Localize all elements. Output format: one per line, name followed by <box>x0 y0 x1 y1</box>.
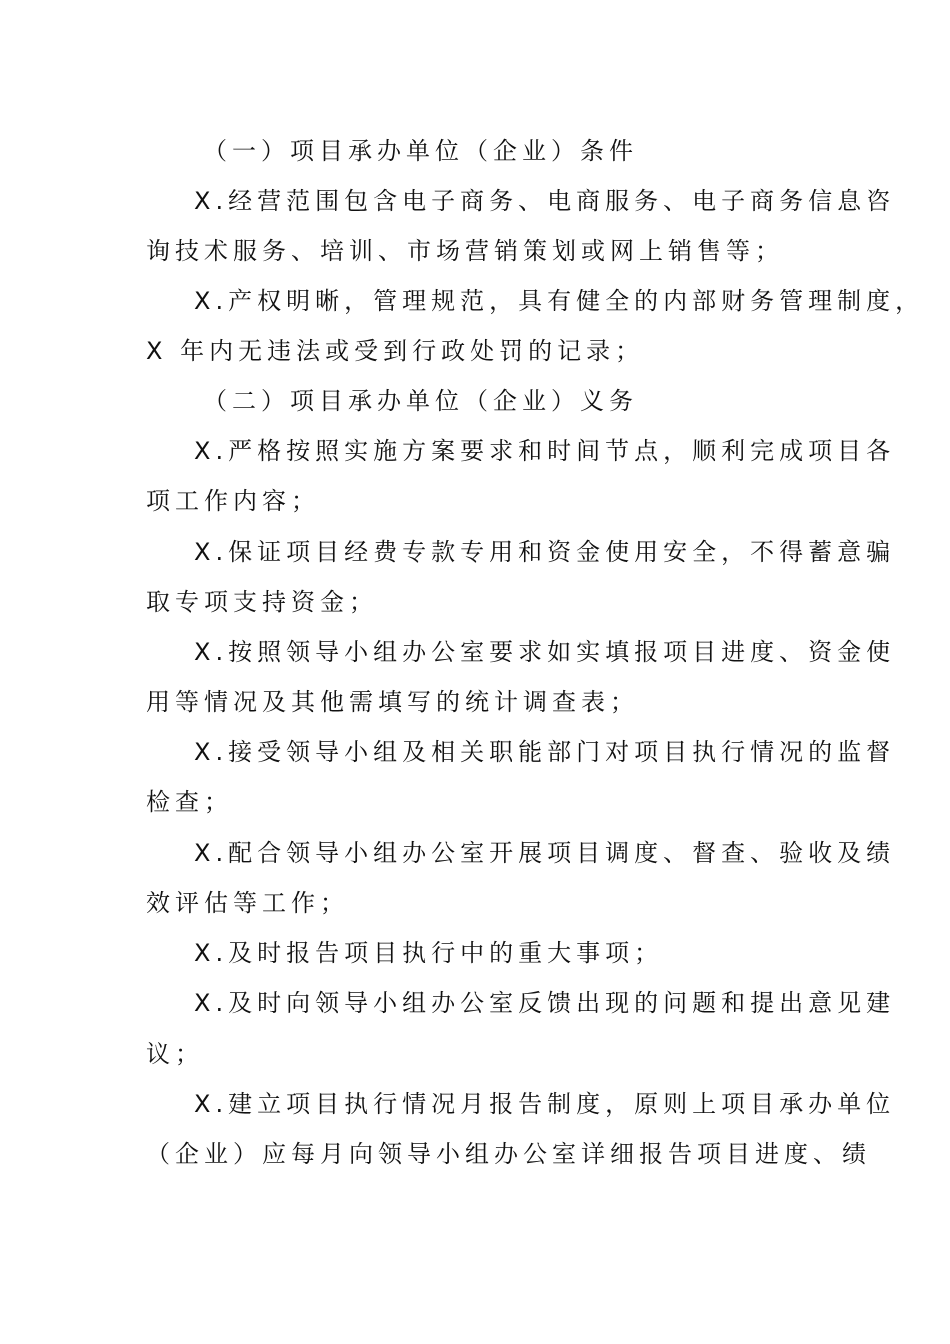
paragraph-line: X.接受领导小组及相关职能部门对项目执行情况的监督 <box>194 738 896 766</box>
paragraph-line: 效评估等工作； <box>146 889 349 917</box>
paragraph-line: 询技术服务、培训、市场营销策划或网上销售等； <box>146 237 784 265</box>
section-heading-conditions: （一）项目承办单位（企业）条件 <box>203 137 638 165</box>
paragraph-line: 检查； <box>146 788 233 816</box>
paragraph-line: X.产权明晰，管理规范，具有健全的内部财务管理制度， <box>194 287 925 315</box>
paragraph-line: X.及时报告项目执行中的重大事项； <box>194 939 664 967</box>
paragraph-line: 项工作内容； <box>146 487 320 515</box>
paragraph-line: X.建立项目执行情况月报告制度，原则上项目承办单位 <box>194 1090 896 1118</box>
paragraph-line: 用等情况及其他需填写的统计调查表； <box>146 688 639 716</box>
paragraph-line: （企业）应每月向领导小组办公室详细报告项目进度、绩 <box>146 1140 871 1168</box>
paragraph-line: X 年内无违法或受到行政处罚的记录； <box>146 337 645 365</box>
section-heading-obligations: （二）项目承办单位（企业）义务 <box>203 387 638 415</box>
paragraph-line: X.保证项目经费专款专用和资金使用安全，不得蓄意骗 <box>194 538 896 566</box>
paragraph-line: X.配合领导小组办公室开展项目调度、督查、验收及绩 <box>194 839 896 867</box>
paragraph-line: X.按照领导小组办公室要求如实填报项目进度、资金使 <box>194 638 896 666</box>
paragraph-line: 议； <box>146 1040 204 1068</box>
paragraph-line: X.及时向领导小组办公室反馈出现的问题和提出意见建 <box>194 989 896 1017</box>
paragraph-line: X.严格按照实施方案要求和时间节点，顺利完成项目各 <box>194 437 896 465</box>
paragraph-line: X.经营范围包含电子商务、电商服务、电子商务信息咨 <box>194 187 896 215</box>
paragraph-line: 取专项支持资金； <box>146 588 378 616</box>
